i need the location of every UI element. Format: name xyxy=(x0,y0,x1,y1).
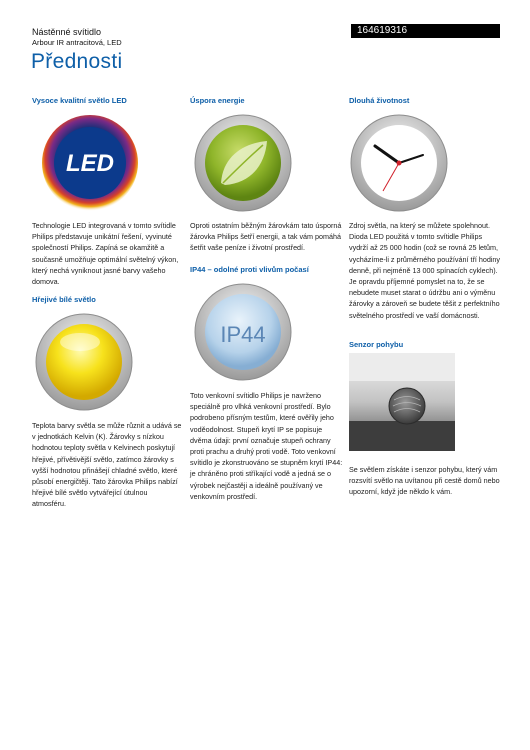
feature-title-led: Vysoce kvalitní světlo LED xyxy=(32,96,127,105)
section-title: Přednosti xyxy=(31,50,123,73)
warm-light-icon xyxy=(34,312,134,412)
feature-text-energy: Oproti ostatním běžným žárovkám tato úsporná žárovka Philips šetří energii, a tak vám pomáhá šetřit vaše peníze i životní prostředí. xyxy=(190,221,342,253)
feature-title-lifetime: Dlouhá životnost xyxy=(349,96,410,105)
clock-icon xyxy=(349,113,449,213)
product-code: 164619316 xyxy=(351,24,500,38)
motion-sensor-image xyxy=(349,353,455,451)
feature-text-motion-sensor: Se světlem získáte i senzor pohybu, který vám rozsvítí světlo na uvítanou při cestě domů nebo upozorní, když jde někdo k vám. xyxy=(349,465,500,497)
svg-text:LED: LED xyxy=(66,150,114,177)
led-icon xyxy=(40,113,140,213)
leaf-icon xyxy=(193,113,293,213)
feature-text-lifetime: Zdroj světla, na který se můžete spolehnout. Dioda LED použitá v tomto svítidle Philips vydrží až 25 000 hodin (což se rovná 25 letům, vycházíme-li z průměrného používání tří hodiny denně, při nejméně 13 000 spínacích cyklech). Je opravdu příjemné pomyslet na to, že se nebudete muset starat o údržbu ani o výměnu žárovky a zároveň se budete těšit z perfektního světelného prostředí ve vaší domácnosti. xyxy=(349,221,501,320)
feature-title-motion-sensor: Senzor pohybu xyxy=(349,340,404,349)
feature-title-ip44: IP44 – odolné proti vlivům počasí xyxy=(190,265,309,274)
svg-text:IP44: IP44 xyxy=(220,322,266,347)
feature-text-led: Technologie LED integrovaná v tomto svítidle Philips představuje unikátní řešení, vyvinuté společností Philips. Zapíná se okamžitě a současně umožňuje optimální světelný výkon, který nechá vyniknout jasné barvy vašeho domova. xyxy=(32,221,179,287)
product-subtitle: Arbour IR antracitová, LED xyxy=(32,38,122,47)
ip44-icon xyxy=(193,282,293,382)
feature-text-ip44: Toto venkovní svítidlo Philips je navrženo speciálně pro vlhká venkovní prostředí. Bylo podrobeno přísným testům, které ověřily jeho voděodolnost. Stupeň krytí IP se popisuje dvěma údaji: první označuje stupeň ochrany proti prachu a druhý proti vodě. Toto venkovní svítidlo je zkonstruováno se stupněm krytí IP44: je chráněno proti stříkající vodě a jedná se o výrobek nejčastěji a ideálně používaný ve venkovním prostředí. xyxy=(190,391,343,501)
product-title: Nástěnné svítidlo xyxy=(32,27,102,37)
feature-title-warm-light: Hřejivé bílé světlo xyxy=(32,295,96,304)
feature-text-warm-light: Teplota barvy světla se může různit a udává se v jednotkách Kelvin (K). Žárovky s nízkou hodnotou teploty světla v Kelvinech poskytují hřejivé, přívětivější světlo, zatímco žárovky s vyšší hodnotou přinášejí chladné světlo, které působí energičtěji. Tato žárovka Philips nabízí hřejivé bílé světlo vytvářející útulnou atmosféru. xyxy=(32,421,182,509)
feature-title-energy: Úspora energie xyxy=(190,96,245,105)
